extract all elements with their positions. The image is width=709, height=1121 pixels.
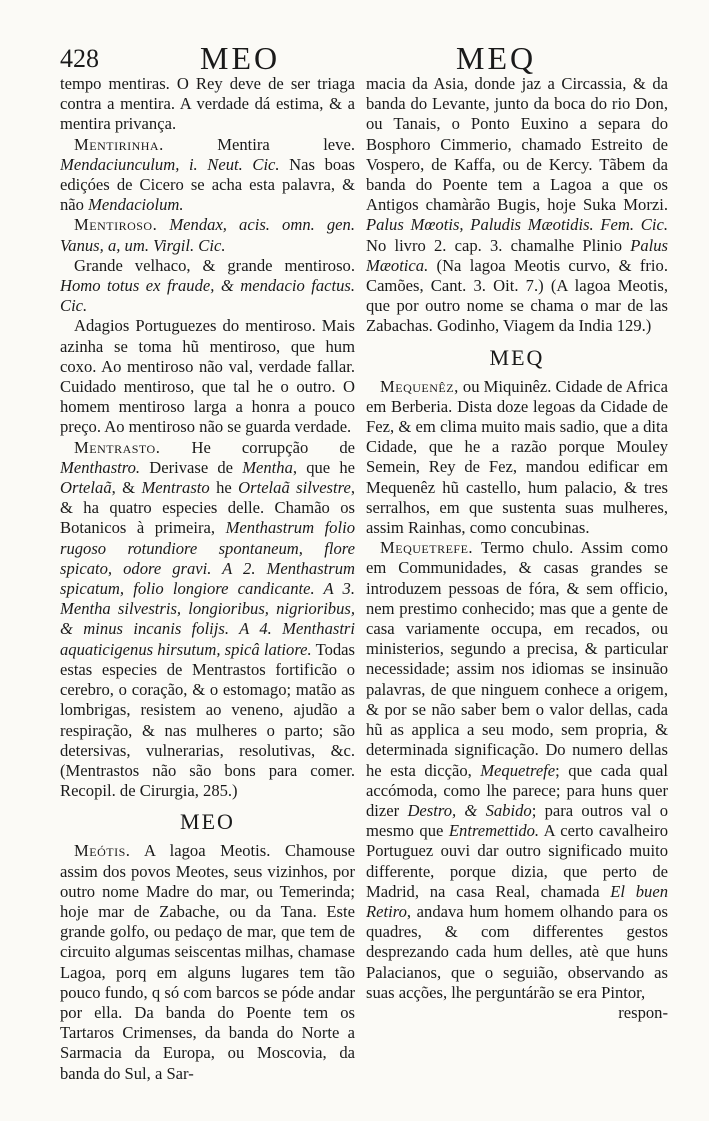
entry-continuation [366, 74, 668, 337]
headword: Meótis. [74, 841, 131, 861]
entry-mequenez [366, 377, 668, 539]
latin-gloss: Mentha [242, 457, 293, 477]
entry-text: macia da Asia, donde jaz a Circassia, & da banda do Levante, junto da boca do rio Don, ou Tanais, o Ponto Euxino a separa do Bosphoro Cimmerio, chamado Estreito de Vospero, de Kaffa, ou de Kercy. Tãbem da banda do Poente tem a Lagoa a que os Antigos chamàrão Bugis, hoje Suka Morzi. [366, 74, 668, 215]
right-column [366, 74, 668, 1114]
latin-gloss: Ortelaã silvestre [238, 478, 351, 498]
entry-text: Mentira leve. [163, 134, 355, 154]
latin-gloss: Palus Mæotica. [366, 235, 668, 275]
latin-gloss: Ortelaã [60, 478, 112, 498]
entry-text: , & ha quatro especies delle. Chamão os Botanicos à primeira, [60, 478, 355, 538]
entry-text: (Na lagoa Meotis curvo, & frio. Camões, Cant. 3. Oit. 7.) (A lagoa Meotis, que por outro nome se chama o mar de las Zabachas. Godinho, Viagem da India 129.) [366, 255, 668, 336]
latin-gloss: Mendaciolum. [88, 195, 184, 215]
entry-text: A lagoa Meotis. Chamouse assim dos povos Meotes, seus vizinhos, por outro nome Madre do mar, ou Temerinda; hoje mar de Zabache, ou da Tana. Este grande golfo, ou pedaço de mar, que tem de circuito algumas seiscentas milhas, chamase Lagoa, porq em alguns lugares tem tão pouco fundo, q só com barcos se póde andar por ella. Da banda do Poente tem os Tartaros Crimenses, da banda do Norte a Sarmacia da Europa, ou Moscovia, da banda do Sul, a Sar- [60, 841, 355, 1083]
latin-gloss: Menthastrum folio rugoso rotundiore spontaneum, flore spicato, odore gravi. A 2. Menthastrum spicatum, folio longiore candicante. A 3. Mentha silvestris, longioribus, nigrioribus, & minus incanis folijs. A 4. Menthastri aquaticigenus hirsutum, spicâ latiore. [60, 518, 355, 659]
latin-gloss: Mequetrefe [480, 760, 556, 780]
entry-text: ; que cada qual accómoda, como lhe parece; para huns quer dizer [366, 760, 668, 820]
entry-text: Termo chulo. Assim como em Communidades, & casas grandes se introduzem pessoas de fóra, & sem officio, nem prestimo conhecido; mas que a gente de casa variamente occupa, em recados, ou ministerios, segundo a precisa, & particular necessidade; assim nos idiomas se insinuão palavras, de que ninguem conhece a origem, & por se não saber bem o valor dellas, cada hũ as applica a seu modo, sem propria, & determinada significação. Do numero dellas he esta dicção, [366, 538, 668, 780]
page-number: 428 [60, 44, 99, 73]
running-head-left: MEO [200, 40, 281, 76]
section-heading: MEO [180, 809, 235, 835]
entry-text: He corrupção de [160, 437, 355, 457]
entry-text: , andava hum homem olhando para os quadres, & com differentes gestos desprezando cada hum delles, atè que huns Palacianos, que o seguião, observando as suas acções, lhe perguntárão se era Pintor, [366, 901, 668, 1002]
entry-continuation: tempo mentiras. O Rey deve de ser triaga contra a mentira. A verdade dá estima, & a mentira privança. [60, 74, 355, 134]
entry-mentirinha [60, 135, 355, 216]
entry-text: ; para outros val o mesmo que [366, 800, 668, 841]
latin-gloss: Palus Mœotis, Paludis Mæotidis. Fem. Cic. [366, 215, 668, 235]
entry-text: Grande velhaco, & grande mentiroso. [74, 255, 355, 275]
entry-text: Nas boas ediçóes de Cicero se acha esta palavra, & não [60, 154, 355, 215]
latin-gloss: Destro, & Sabido [407, 800, 532, 820]
left-column [60, 74, 355, 1114]
headword: Mequenêz, [380, 376, 459, 396]
entry-text: A certo cavalheiro Portuguez ouvi dar outro significado muito differente, porque dizia, que perto de Madrid, na casa Real, chamada [366, 821, 668, 901]
latin-gloss: El buen Retiro [366, 881, 668, 921]
entry-text: ou Miquinêz. Cidade de Africa em Berberia. Dista doze legoas da Cidade de Fez, & em clima muito mais sadio, que a dita Cidade, que he a razão porque Mouley Semein, Rey de Fez, mandou edificar em Mequenêz hũ castello, hum palacio, & tres serralhos, em que sustenta suas mulheres, assim Rainhas, como concubinas. [366, 376, 668, 538]
headword: Mentiroso. [74, 215, 158, 235]
running-head-right: MEQ [456, 40, 537, 76]
entry-text: , & [111, 478, 142, 498]
catchword: respon- [618, 1002, 668, 1022]
latin-gloss: Mentrasto [141, 478, 210, 498]
latin-gloss: Mendax, acis. omn. gen. Vanus, a, um. Virgil. Cic. [60, 215, 355, 255]
entry-text: he [209, 478, 239, 498]
entry-mequetrefe [366, 538, 668, 1003]
headword: Mentrasto. [74, 437, 161, 457]
entry-meotis [60, 841, 355, 1083]
headword: Mequetrefe. [380, 538, 474, 558]
entry-mentiroso [60, 215, 355, 255]
headword: Mentirinha. [74, 134, 164, 154]
entry-mentrasto [60, 438, 355, 802]
latin-gloss: Menthastro. [60, 457, 141, 477]
latin-gloss: Entremettido. [448, 821, 540, 841]
page-header [0, 38, 709, 78]
section-heading: MEQ [489, 344, 545, 370]
entry-paragraph [60, 256, 355, 317]
entry-text: No livro 2. cap. 3. chamalhe Plinio [366, 235, 631, 255]
entry-text: Derivase de [140, 457, 243, 477]
latin-gloss: Homo totus ex fraude, & mendacio factus. Cic. [60, 276, 355, 316]
entry-adagios: Adagios Portuguezes do mentiroso. Mais azinha se toma hũ mentiroso, que hum coxo. Ao mentiroso não val, verdade fallar. Cuidado mentiroso, que tal he o outro. O homem mentiroso larga a honra a pouco preço. Ao mentiroso não se guarda verdade. [60, 316, 355, 437]
latin-gloss: Mendaciunculum, i. Neut. Cic. [60, 154, 280, 174]
entry-text: Todas estas especies de Mentrastos fortificão o cerebro, o coração, & o estomago; matão as lombrigas, resistem ao veneno, ajudão a respiração, & nas mulheres o parto; são detersivas, vulnerarias, resolutivas, &c. (Mentrastos não são bons para comer. Recopil. de Cirurgia, 285.) [60, 639, 355, 801]
entry-text: , que he [292, 457, 355, 477]
